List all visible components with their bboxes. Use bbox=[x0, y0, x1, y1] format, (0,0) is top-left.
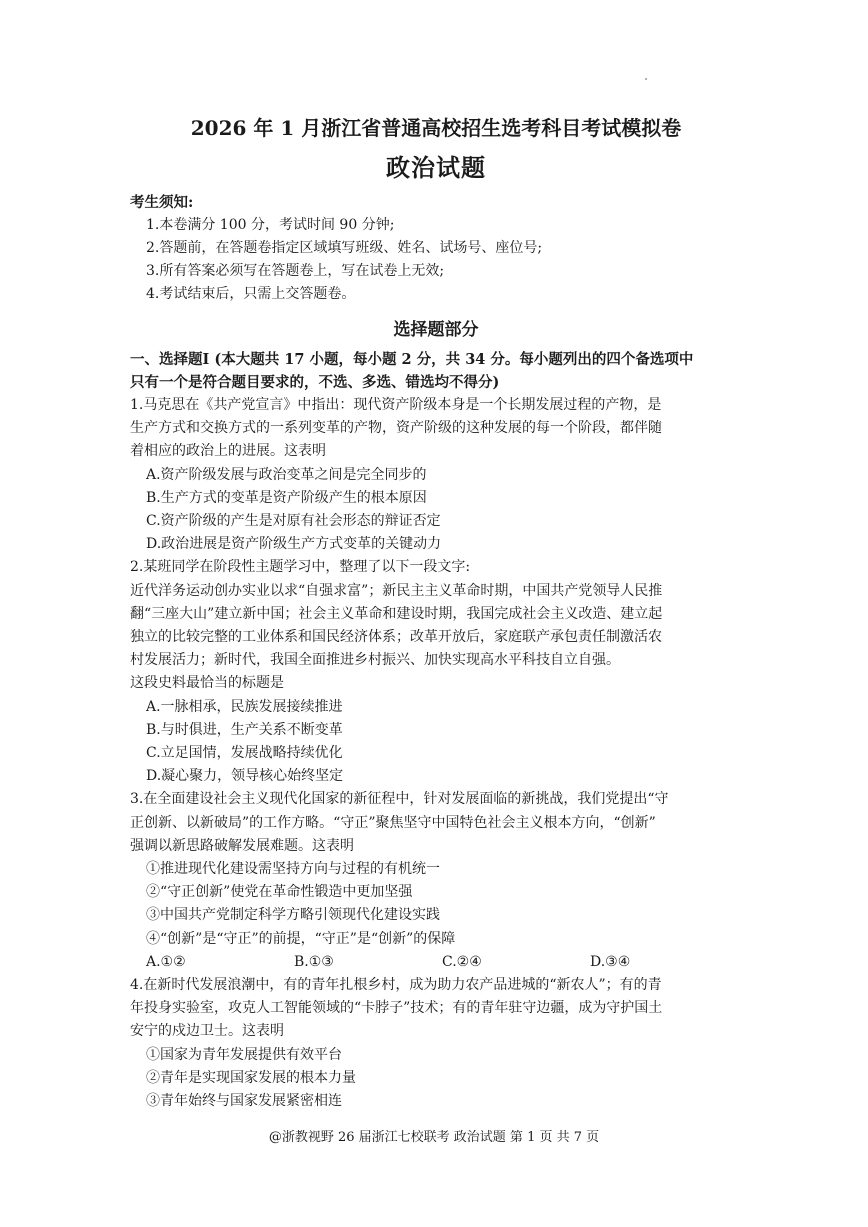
exam-title: 2026 年 1 月浙江省普通高校招生选考科目考试模拟卷 bbox=[190, 116, 682, 140]
statement: ③青年始终与国家发展紧密相连 bbox=[146, 1093, 342, 1110]
question-stem-line: 翻“三座大山”建立新中国；社会主义革命和建设时期，我国完成社会主义改造、建立起 bbox=[130, 605, 663, 622]
notice-item: 3.所有答案必须写在答题卷上，写在试卷上无效; bbox=[146, 263, 445, 279]
exam-subtitle: 政治试题 bbox=[386, 153, 486, 182]
option-a: A.资产阶级发展与政治变革之间是完全同步的 bbox=[146, 466, 427, 483]
question-stem-line: 这段史料最恰当的标题是 bbox=[130, 675, 284, 692]
notice-heading: 考生须知: bbox=[130, 194, 194, 211]
statement: ④“创新”是“守正”的前提，“守正”是“创新”的保障 bbox=[146, 930, 456, 947]
choice-c: C.②④ bbox=[442, 953, 482, 970]
option-c: C.资产阶级的产生是对原有社会形态的辩证否定 bbox=[146, 513, 441, 530]
statement: ①推进现代化建设需坚持方向与过程的有机统一 bbox=[146, 861, 440, 878]
answer-choices bbox=[130, 951, 742, 974]
question-stem-line: 4.在新时代发展浪潮中，有的青年扎根乡村，成为助力农产品进城的“新农人”；有的青 bbox=[130, 977, 662, 994]
part-heading-line: 只有一个是符合题目要求的，不选、多选、错选均不得分) bbox=[130, 374, 500, 391]
scan-dot bbox=[645, 78, 647, 80]
part-heading bbox=[130, 348, 742, 394]
question-3 bbox=[130, 788, 742, 974]
question-stem-line: 正创新、以新破局”的工作方略。“守正”聚焦坚守中国特色社会主义根本方向，“创新” bbox=[130, 814, 656, 831]
question-stem-line: 近代洋务运动创办实业以求“自强求富”；新民主主义革命时期，中国共产党领导人民推 bbox=[130, 582, 663, 599]
question-stem-line: 1.马克思在《共产党宣言》中指出：现代资产阶级本身是一个长期发展过程的产物，是 bbox=[130, 397, 662, 413]
notice-item: 4.考试结束后，只需上交答题卷。 bbox=[146, 286, 356, 302]
statement: ②“守正创新”使党在革命性锻造中更加坚强 bbox=[146, 884, 413, 901]
question-stem-line: 安宁的戍边卫士。这表明 bbox=[130, 1023, 284, 1040]
question-stem-line: 强调以新思路破解发展难题。这表明 bbox=[130, 837, 354, 854]
option-b: B.生产方式的变革是资产阶级产生的根本原因 bbox=[146, 489, 427, 506]
question-stem-line: 村发展活力；新时代，我国全面推进乡村振兴、加快实现高水平科技自立自强。 bbox=[130, 652, 620, 669]
question-stem-line: 年投身实验室，攻克人工智能领域的“卡脖子”技术；有的青年驻守边疆，成为守护国土 bbox=[130, 1000, 663, 1017]
question-stem-line: 2.某班同学在阶段性主题学习中，整理了以下一段文字: bbox=[130, 559, 471, 576]
option-b: B.与时俱进，生产关系不断变革 bbox=[146, 721, 343, 738]
choice-a: A.①② bbox=[146, 953, 186, 970]
choice-d: D.③④ bbox=[590, 953, 631, 970]
question-stem-line: 生产方式和交换方式的一系列变革的产物，资产阶级的这种发展的每一个阶段，都伴随 bbox=[130, 420, 662, 437]
question-2 bbox=[130, 556, 742, 788]
question-stem-line: 3.在全面建设社会主义现代化国家的新征程中，针对发展面临的新挑战，我们党提出“守 bbox=[130, 791, 669, 808]
question-stem-line: 独立的比较完整的工业体系和国民经济体系；改革开放后，家庭联产承包责任制激活农 bbox=[130, 629, 662, 646]
option-d: D.政治进展是资产阶级生产方式变革的关键动力 bbox=[146, 536, 442, 553]
statement: ②青年是实现国家发展的根本力量 bbox=[146, 1069, 356, 1086]
notice-item: 1.本卷满分 100 分，考试时间 90 分钟; bbox=[146, 217, 395, 233]
notice-item: 2.答题前，在答题卷指定区域填写班级、姓名、试场号、座位号; bbox=[146, 240, 543, 256]
section-heading: 选择题部分 bbox=[393, 320, 479, 340]
option-d: D.凝心聚力，领导核心始终坚定 bbox=[146, 768, 344, 785]
question-stem-line: 着相应的政治上的进展。这表明 bbox=[130, 443, 326, 460]
statement: ③中国共产党制定科学方略引领现代化建设实践 bbox=[146, 907, 440, 924]
page-footer: @浙教视野 26 届浙江七校联考 政治试题 第 1 页 共 7 页 bbox=[268, 1130, 600, 1145]
part-heading-line: 一、选择题Ⅰ (本大题共 17 小题，每小题 2 分，共 34 分。每小题列出的四个备选项中 bbox=[130, 351, 694, 368]
notice-block bbox=[130, 192, 742, 306]
option-a: A.一脉相承，民族发展接续推进 bbox=[146, 698, 343, 715]
question-4 bbox=[130, 974, 742, 1113]
statement: ①国家为青年发展提供有效平台 bbox=[146, 1046, 342, 1063]
question-1 bbox=[130, 394, 742, 556]
choice-b: B.①③ bbox=[294, 953, 334, 970]
option-c: C.立足国情，发展战略持续优化 bbox=[146, 745, 343, 762]
